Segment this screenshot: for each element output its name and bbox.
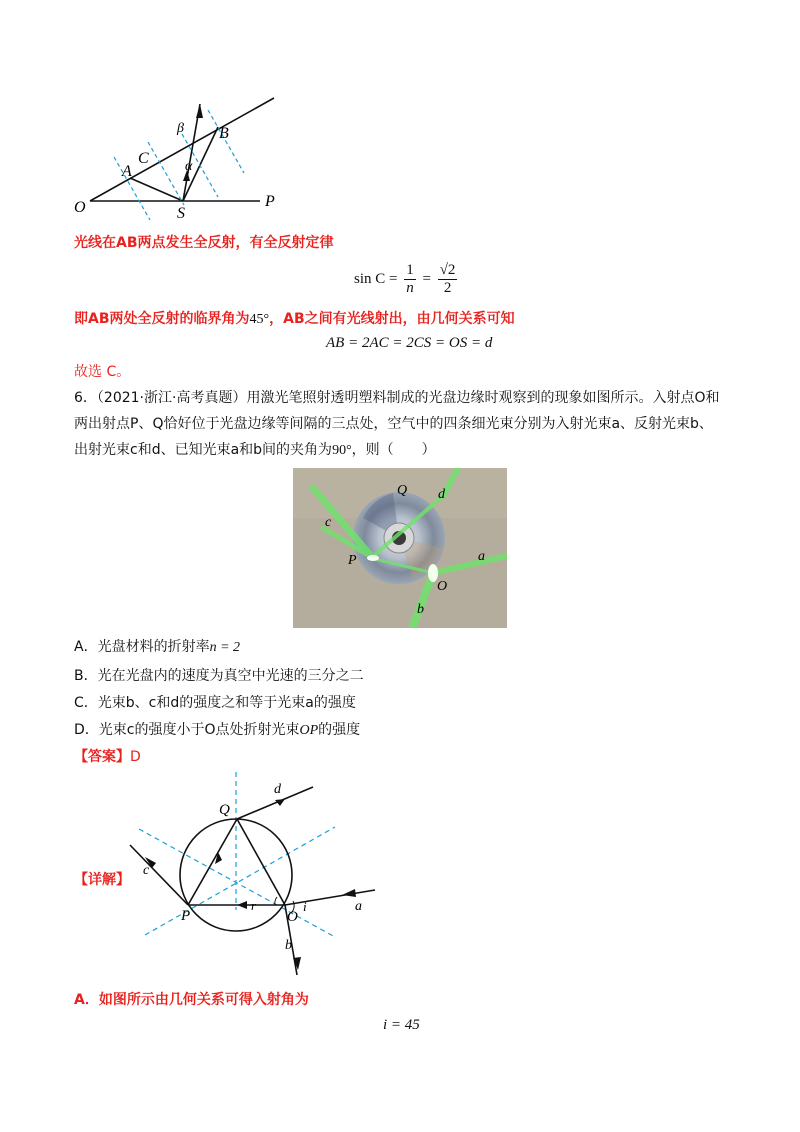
equation-i-45 (383, 1017, 420, 1034)
photo-label-b: b (417, 602, 424, 617)
eq-num1: 1 (406, 262, 414, 278)
equation-ab: AB = 2AC = 2CS = OS = d (326, 335, 493, 351)
label-C: C (138, 150, 149, 167)
option-b (74, 666, 364, 686)
option-d-letter: D． (74, 722, 99, 738)
label-beta: β (177, 121, 184, 136)
eq-den2: 2 (443, 280, 452, 296)
angle-45: 45° (249, 312, 270, 327)
q6-stem-line-2: 两出射点P、Q恰好位于光盘边缘等间隔的三点处，空气中的四条细光束分别为入射光束a、反射光束b、 (74, 416, 713, 432)
fig-label-O: O (287, 909, 298, 925)
eq-i-45: i = 45 (383, 1017, 420, 1033)
q6-stem3a: 出射光束c和d、已知光束a和b间的夹角为 (74, 442, 333, 458)
answer-line (74, 747, 141, 767)
q6-stem1: 用激光笔照射透明塑料制成的光盘边缘时观察到的现象如图所示。入射点O和 (246, 390, 720, 406)
photo-label-P: P (348, 553, 357, 568)
option-a-formula: n = 2 (209, 640, 241, 655)
q6-stem-line-1 (74, 388, 719, 408)
option-c (74, 693, 356, 713)
cd-laser-photo (293, 468, 507, 628)
option-a-text: 光盘材料的折射率 (97, 639, 210, 655)
q6-number: 6． (74, 390, 97, 406)
label-S: S (177, 205, 185, 220)
label-alpha: α (185, 159, 193, 174)
eq-lhs: sin C = (354, 270, 398, 287)
eq-num2: √2 (439, 262, 456, 278)
photo-label-c: c (325, 515, 332, 530)
fig-label-r: r (251, 898, 257, 913)
option-b-letter: B． (74, 668, 98, 684)
q6-stem-line-3 (74, 440, 436, 461)
fig-label-d: d (274, 782, 281, 797)
option-a (74, 637, 240, 658)
fig-label-Q: Q (219, 802, 230, 818)
label-O: O (74, 199, 86, 216)
photo-label-d: d (438, 487, 445, 502)
solution-5-line-2 (74, 309, 515, 330)
line2-a: 即AB两处全反射的临界角为 (74, 311, 250, 327)
answer-label: 【答案】 (74, 749, 130, 765)
q6-stem3b: ，则（ ） (351, 442, 436, 458)
label-B: B (219, 125, 229, 142)
geometry-figure-1 (60, 90, 300, 220)
option-c-letter: C． (74, 695, 98, 711)
fig-label-P: P (181, 908, 191, 924)
equation-sin-c (354, 262, 460, 297)
eq-den1: n (406, 280, 414, 296)
label-P: P (265, 193, 275, 210)
option-d-tail: 的强度 (318, 722, 361, 738)
fig-label-a: a (355, 899, 362, 914)
solution-a-line: A．如图所示由几何关系可得入射角为 (74, 992, 309, 1008)
fig-label-c: c (143, 863, 150, 878)
option-a-letter: A． (74, 639, 98, 655)
photo-label-a: a (478, 549, 485, 564)
option-b-text: 光在光盘内的速度为真空中光速的三分之二 (97, 668, 364, 684)
option-d-formula: OP (299, 723, 319, 738)
circle-geometry-figure (125, 770, 385, 985)
conclusion-5: 故选 C。 (74, 364, 131, 380)
fig-label-i: i (303, 899, 307, 914)
option-d-text: 光束c的强度小于O点处折射光束 (98, 722, 300, 738)
option-d (74, 720, 360, 741)
q6-source: （2021·浙江·高考真题） (96, 390, 247, 406)
eq-equals: = (422, 270, 431, 287)
option-c-text: 光束b、c和d的强度之和等于光束a的强度 (97, 695, 356, 711)
label-A: A (122, 163, 132, 180)
line2-b: ，AB之间有光线射出，由几何关系可知 (269, 311, 515, 327)
q6-angle-90: 90° (332, 443, 352, 458)
photo-label-Q: Q (397, 483, 408, 498)
answer-value: D (130, 749, 141, 765)
detail-label: 【详解】 (74, 872, 130, 888)
photo-label-O: O (437, 579, 448, 594)
solution-5-line-1: 光线在AB两点发生全反射，有全反射定律 (74, 235, 334, 251)
fig-label-b: b (285, 938, 292, 953)
